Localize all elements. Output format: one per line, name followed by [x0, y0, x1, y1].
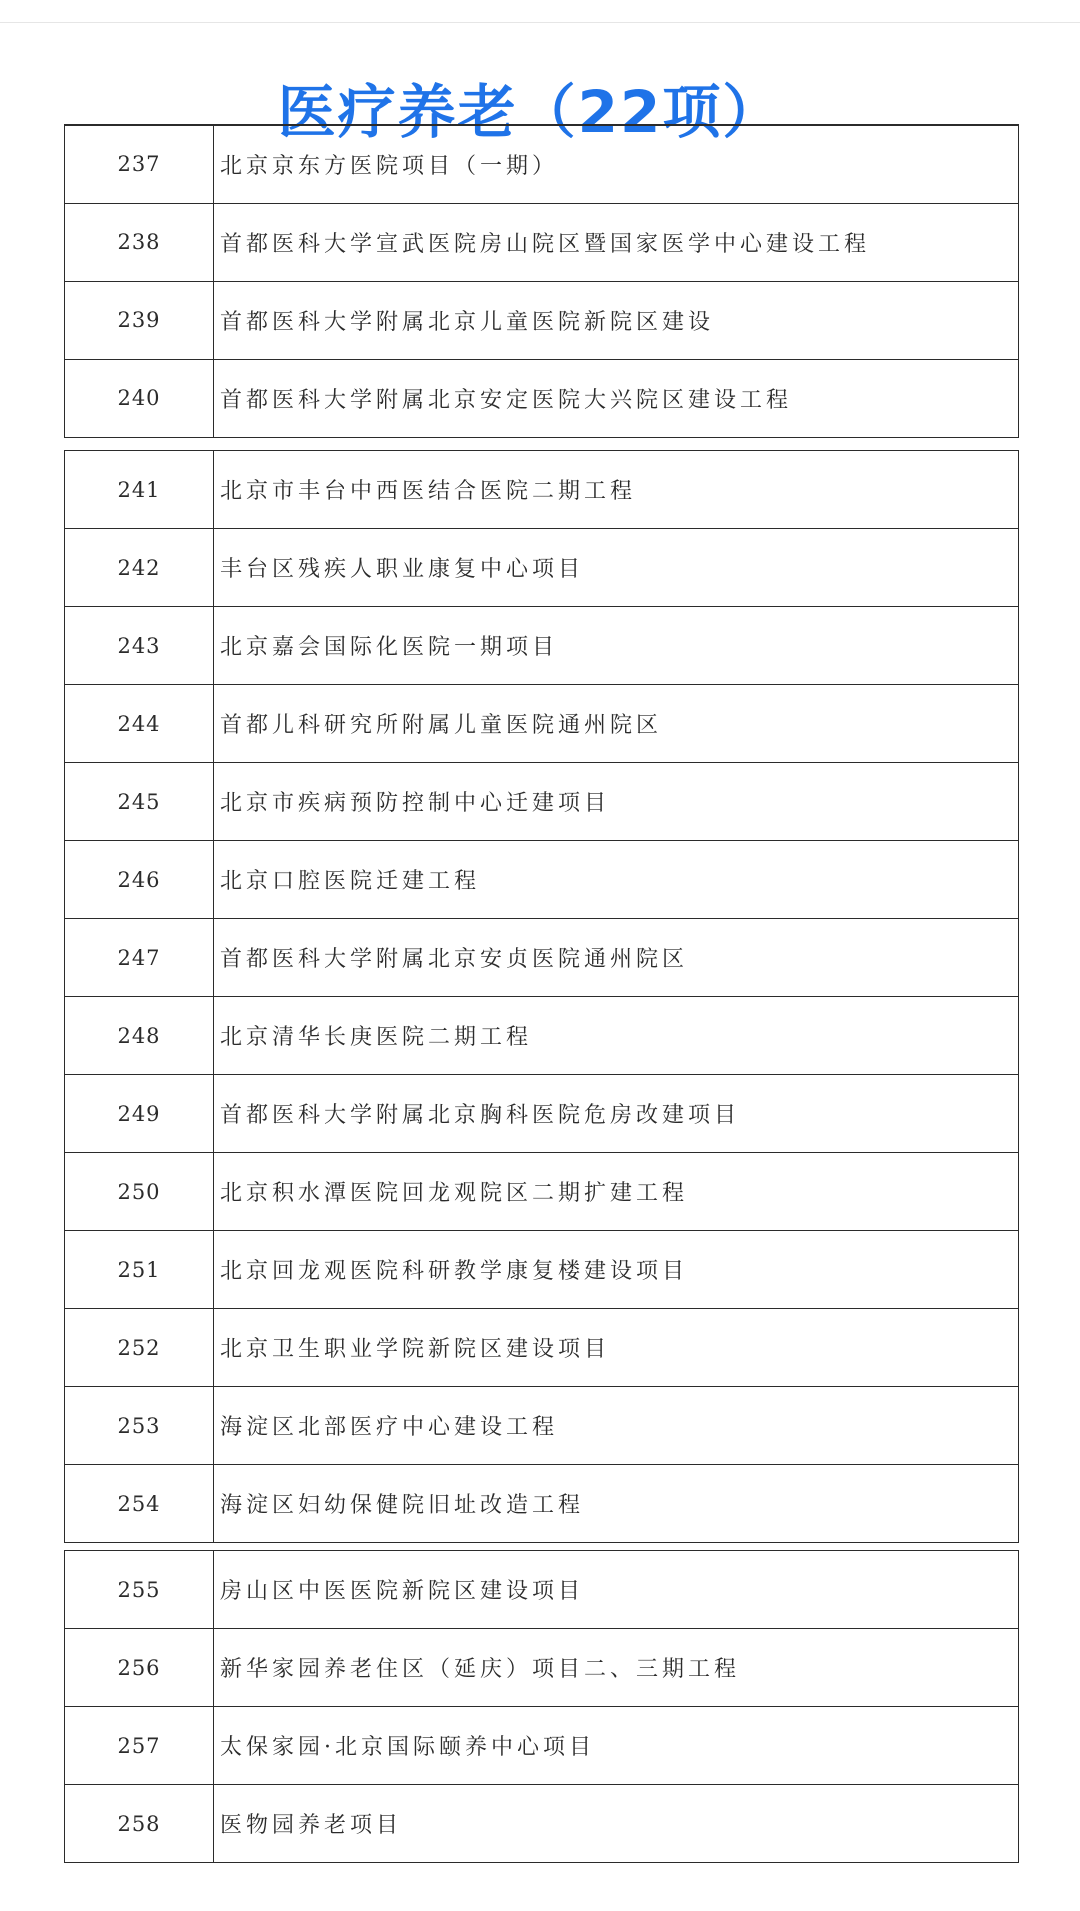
project-name: 首都医科大学附属北京胸科医院危房改建项目 [214, 1075, 1019, 1153]
project-name: 首都儿科研究所附属儿童医院通州院区 [214, 685, 1019, 763]
project-name: 丰台区残疾人职业康复中心项目 [214, 529, 1019, 607]
table-row [65, 359, 1019, 437]
project-name: 首都医科大学附属北京安定医院大兴院区建设工程 [214, 359, 1019, 437]
table-row [65, 685, 1019, 763]
table-row [65, 451, 1019, 529]
row-number: 258 [65, 1785, 214, 1863]
row-number: 243 [65, 607, 214, 685]
project-name: 医物园养老项目 [214, 1785, 1019, 1863]
project-table-3 [64, 1550, 1019, 1863]
row-number: 238 [65, 203, 214, 281]
row-number: 237 [65, 125, 214, 203]
project-name: 北京清华长庚医院二期工程 [214, 997, 1019, 1075]
project-name: 北京嘉会国际化医院一期项目 [214, 607, 1019, 685]
row-number: 253 [65, 1387, 214, 1465]
table-row [65, 529, 1019, 607]
page-title: 医疗养老（22项） [277, 77, 783, 146]
project-name: 北京口腔医院迁建工程 [214, 841, 1019, 919]
project-name: 北京市疾病预防控制中心迁建项目 [214, 763, 1019, 841]
table-row [65, 125, 1019, 203]
table-row [65, 919, 1019, 997]
table-row [65, 763, 1019, 841]
project-table-1 [64, 124, 1019, 438]
project-name: 首都医科大学宣武医院房山院区暨国家医学中心建设工程 [214, 203, 1019, 281]
project-name: 太保家园·北京国际颐养中心项目 [214, 1707, 1019, 1785]
table-row [65, 1629, 1019, 1707]
project-name: 北京市丰台中西医结合医院二期工程 [214, 451, 1019, 529]
table-row [65, 281, 1019, 359]
top-divider [0, 22, 1080, 23]
row-number: 241 [65, 451, 214, 529]
row-number: 257 [65, 1707, 214, 1785]
table-row [65, 1075, 1019, 1153]
row-number: 254 [65, 1465, 214, 1543]
table-row [65, 1231, 1019, 1309]
project-name: 海淀区北部医疗中心建设工程 [214, 1387, 1019, 1465]
project-name: 新华家园养老住区（延庆）项目二、三期工程 [214, 1629, 1019, 1707]
row-number: 247 [65, 919, 214, 997]
table-row [65, 1785, 1019, 1863]
row-number: 249 [65, 1075, 214, 1153]
project-name: 北京回龙观医院科研教学康复楼建设项目 [214, 1231, 1019, 1309]
table-row [65, 1551, 1019, 1629]
row-number: 255 [65, 1551, 214, 1629]
table-row [65, 203, 1019, 281]
table-row [65, 841, 1019, 919]
project-name: 北京京东方医院项目（一期） [214, 125, 1019, 203]
row-number: 251 [65, 1231, 214, 1309]
row-number: 245 [65, 763, 214, 841]
table-row [65, 1153, 1019, 1231]
row-number: 242 [65, 529, 214, 607]
table-row [65, 607, 1019, 685]
table-row [65, 997, 1019, 1075]
row-number: 239 [65, 281, 214, 359]
project-name: 北京积水潭医院回龙观院区二期扩建工程 [214, 1153, 1019, 1231]
table-row [65, 1465, 1019, 1543]
project-name: 首都医科大学附属北京儿童医院新院区建设 [214, 281, 1019, 359]
row-number: 252 [65, 1309, 214, 1387]
row-number: 246 [65, 841, 214, 919]
project-name: 海淀区妇幼保健院旧址改造工程 [214, 1465, 1019, 1543]
table-row [65, 1707, 1019, 1785]
row-number: 240 [65, 359, 214, 437]
row-number: 256 [65, 1629, 214, 1707]
row-number: 250 [65, 1153, 214, 1231]
row-number: 248 [65, 997, 214, 1075]
project-name: 北京卫生职业学院新院区建设项目 [214, 1309, 1019, 1387]
project-table-2 [64, 450, 1019, 1543]
table-row [65, 1309, 1019, 1387]
project-name: 房山区中医医院新院区建设项目 [214, 1551, 1019, 1629]
project-name: 首都医科大学附属北京安贞医院通州院区 [214, 919, 1019, 997]
table-row [65, 1387, 1019, 1465]
row-number: 244 [65, 685, 214, 763]
